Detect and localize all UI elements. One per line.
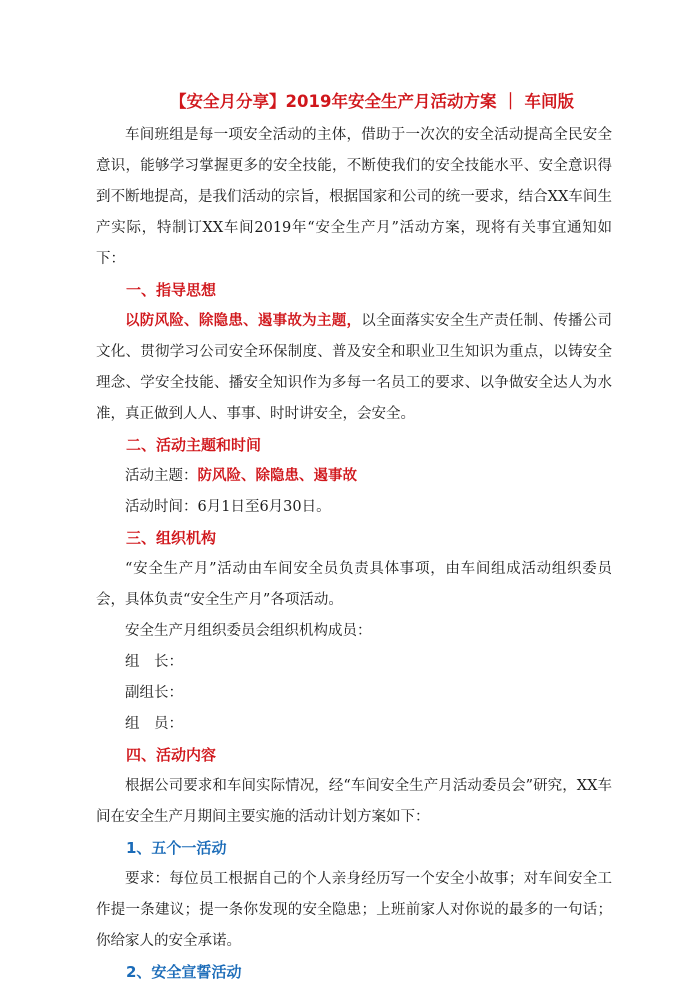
document-title: 【安全月分享】2019年安全生产月活动方案 ｜ 车间版 xyxy=(170,92,574,111)
section-1-highlight: 以防风险、除隐患、遏事故为主题， xyxy=(125,313,362,329)
section-4-paragraph: 根据公司要求和车间实际情况，经“车间安全生产月活动委员会”研究，XX车间在安全生产月期间主要实施的活动计划方案如下： xyxy=(96,778,612,825)
theme-value: 防风险、除隐患、遏事故 xyxy=(197,468,357,484)
time-line: 活动时间：6月1日至6月30日。 xyxy=(125,499,331,515)
section-3-paragraph: “安全生产月”活动由车间安全员负责具体事项，由车间组成活动组织委员会，具体负责“安全生产月”各项活动。 xyxy=(96,561,612,608)
subsection-1-paragraph: 要求：每位员工根据自己的个人亲身经历写一个安全小故事；对车间安全工作提一条建议；提一条你发现的安全隐患；上班前家人对你说的最多的一句话；你给家人的安全承诺。 xyxy=(96,871,612,949)
subsection-2-heading: 2、安全宣誓活动 xyxy=(126,963,242,981)
members-intro: 安全生产月组织委员会组织机构成员： xyxy=(125,623,372,639)
section-1-paragraph xyxy=(96,306,612,430)
leader-line: 组 长： xyxy=(125,654,183,670)
member-line: 组 员： xyxy=(125,716,183,732)
section-4-heading: 四、活动内容 xyxy=(126,746,217,764)
section-1-heading: 一、指导思想 xyxy=(126,281,217,299)
deputy-line: 副组长： xyxy=(125,685,183,701)
subsection-1-heading: 1、五个一活动 xyxy=(126,839,227,857)
intro-paragraph: 车间班组是每一项安全活动的主体，借助于一次次的安全活动提高全民安全意识，能够学习掌握更多的安全技能，不断使我们的安全技能水平、安全意识得到不断地提高，是我们活动的宗旨，根据国家和公司的统一要求，结合XX车间生产实际，特制订XX车间2019年“安全生产月”活动方案，现将有关事宜通知如下： xyxy=(96,127,612,267)
section-3-heading: 三、组织机构 xyxy=(126,529,217,547)
section-2-heading: 二、活动主题和时间 xyxy=(126,436,262,454)
theme-label: 活动主题： xyxy=(125,468,198,484)
section-1-body: 以全面落实安全生产责任制、传播公司文化、贯彻学习公司安全环保制度、普及安全和职业卫生知识为重点，以铸安全理念、学安全技能、播安全知识作为多每一名员工的要求、以争做安全达人为水准，真正做到人人、事事、时时讲安全，会安全。 xyxy=(96,313,612,422)
theme-line xyxy=(96,461,612,492)
